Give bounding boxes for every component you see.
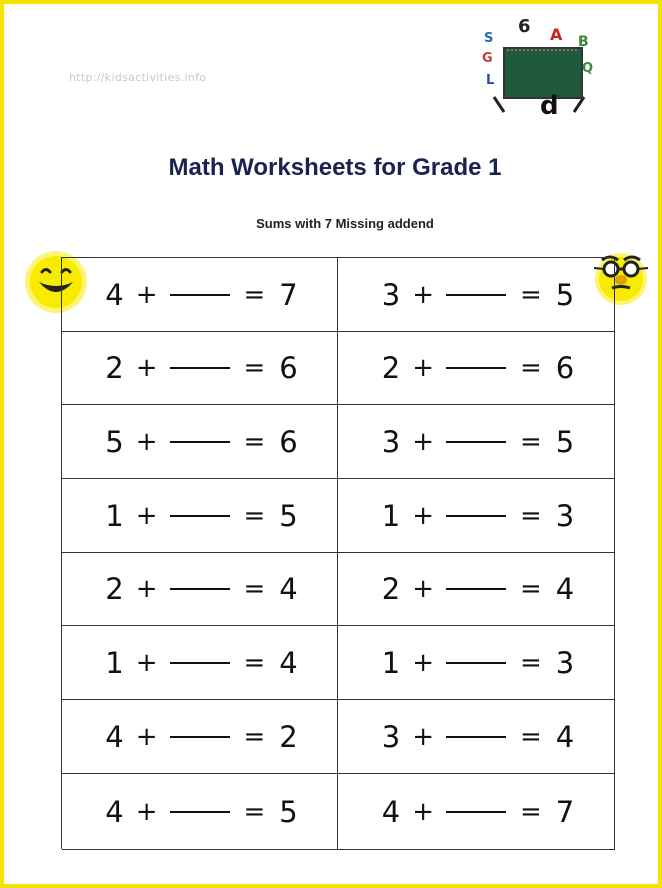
watermark-url: http://kidsactivities.info xyxy=(69,71,207,84)
answer-blank[interactable] xyxy=(446,367,506,369)
sum-value: 7 xyxy=(555,794,575,829)
addend: 3 xyxy=(381,719,401,754)
answer-blank[interactable] xyxy=(446,811,506,813)
answer-blank[interactable] xyxy=(170,515,230,517)
plus-sign: + xyxy=(135,796,158,827)
problem-cell xyxy=(338,700,615,774)
addend: 2 xyxy=(381,351,401,385)
sum-value: 3 xyxy=(555,498,575,533)
plus-sign: + xyxy=(412,426,434,457)
answer-blank[interactable] xyxy=(446,736,506,738)
equals-sign: = xyxy=(243,796,266,827)
addend: 2 xyxy=(381,572,401,606)
sum-value: 5 xyxy=(555,424,575,459)
logo-letter: G xyxy=(482,51,493,66)
page-title: Math Worksheets for Grade 1 xyxy=(168,154,502,181)
sum-value: 6 xyxy=(279,351,298,385)
problem-cell xyxy=(338,332,615,405)
sum-value: 6 xyxy=(555,351,575,385)
addend: 1 xyxy=(381,645,401,680)
sum-value: 6 xyxy=(279,424,298,459)
plus-sign: + xyxy=(412,574,434,604)
equals-sign: = xyxy=(520,647,542,678)
plus-sign: + xyxy=(412,721,434,752)
sum-value: 7 xyxy=(279,277,298,312)
logo-letter: L xyxy=(486,73,495,88)
sum-value: 4 xyxy=(555,719,575,754)
sum-value: 4 xyxy=(279,645,298,680)
problem-cell xyxy=(62,774,338,850)
problem-cell xyxy=(62,700,338,774)
plus-sign: + xyxy=(135,574,158,604)
answer-blank[interactable] xyxy=(446,294,506,296)
answer-blank[interactable] xyxy=(446,662,506,664)
addend: 2 xyxy=(105,351,124,385)
equals-sign: = xyxy=(243,574,266,604)
addend: 1 xyxy=(105,498,124,533)
problem-cell xyxy=(338,258,615,332)
equals-sign: = xyxy=(520,353,542,383)
equals-sign: = xyxy=(243,279,266,310)
equals-sign: = xyxy=(520,574,542,604)
logo-letter: Q xyxy=(582,61,594,76)
plus-sign: + xyxy=(135,353,158,383)
sum-value: 5 xyxy=(279,794,298,829)
answer-blank[interactable] xyxy=(170,367,230,369)
plus-sign: + xyxy=(412,279,434,310)
logo-letter: B xyxy=(578,34,589,50)
equals-sign: = xyxy=(520,796,542,827)
plus-sign: + xyxy=(412,500,434,531)
plus-sign: + xyxy=(412,796,434,827)
answer-blank[interactable] xyxy=(170,588,230,590)
plus-sign: + xyxy=(135,279,158,310)
answer-blank[interactable] xyxy=(446,441,506,443)
logo-letter: S xyxy=(484,31,494,46)
plus-sign: + xyxy=(135,426,158,457)
sum-value: 3 xyxy=(555,645,575,680)
answer-blank[interactable] xyxy=(170,811,230,813)
sum-value: 4 xyxy=(555,572,575,606)
logo-letter: d xyxy=(540,91,559,121)
sum-value: 4 xyxy=(279,572,298,606)
equals-sign: = xyxy=(243,500,266,531)
problem-cell xyxy=(338,405,615,479)
plus-sign: + xyxy=(135,647,158,678)
addend: 3 xyxy=(381,277,401,312)
plus-sign: + xyxy=(135,721,158,752)
addend: 1 xyxy=(381,498,401,533)
answer-blank[interactable] xyxy=(170,662,230,664)
problem-cell xyxy=(338,626,615,700)
sum-value: 2 xyxy=(279,719,298,754)
equals-sign: = xyxy=(243,426,266,457)
problem-cell xyxy=(338,774,615,850)
sum-value: 5 xyxy=(279,498,298,533)
answer-blank[interactable] xyxy=(170,736,230,738)
addend: 1 xyxy=(105,645,124,680)
problem-cell xyxy=(62,258,338,332)
problem-cell xyxy=(62,332,338,405)
addend: 2 xyxy=(105,572,124,606)
equals-sign: = xyxy=(520,426,542,457)
logo-letter: 6 xyxy=(518,16,531,37)
plus-sign: + xyxy=(135,500,158,531)
page-subtitle: Sums with 7 Missing addend xyxy=(256,216,434,231)
equals-sign: = xyxy=(243,647,266,678)
problem-cell xyxy=(338,479,615,553)
problem-grid xyxy=(61,257,614,849)
logo-letter: A xyxy=(550,25,563,44)
plus-sign: + xyxy=(412,353,434,383)
addend: 3 xyxy=(381,424,401,459)
equals-sign: = xyxy=(243,721,266,752)
addend: 5 xyxy=(105,424,124,459)
problem-cell xyxy=(62,405,338,479)
answer-blank[interactable] xyxy=(170,294,230,296)
addend: 4 xyxy=(105,277,124,312)
problem-cell xyxy=(338,553,615,626)
problem-cell xyxy=(62,479,338,553)
answer-blank[interactable] xyxy=(446,515,506,517)
equals-sign: = xyxy=(520,721,542,752)
equals-sign: = xyxy=(520,500,542,531)
problem-cell xyxy=(62,553,338,626)
chalkboard-letters-logo xyxy=(474,12,604,122)
answer-blank[interactable] xyxy=(170,441,230,443)
problem-cell xyxy=(62,626,338,700)
plus-sign: + xyxy=(412,647,434,678)
equals-sign: = xyxy=(520,279,542,310)
addend: 4 xyxy=(105,719,124,754)
addend: 4 xyxy=(105,794,124,829)
equals-sign: = xyxy=(243,353,266,383)
answer-blank[interactable] xyxy=(446,588,506,590)
sum-value: 5 xyxy=(555,277,575,312)
addend: 4 xyxy=(381,794,401,829)
